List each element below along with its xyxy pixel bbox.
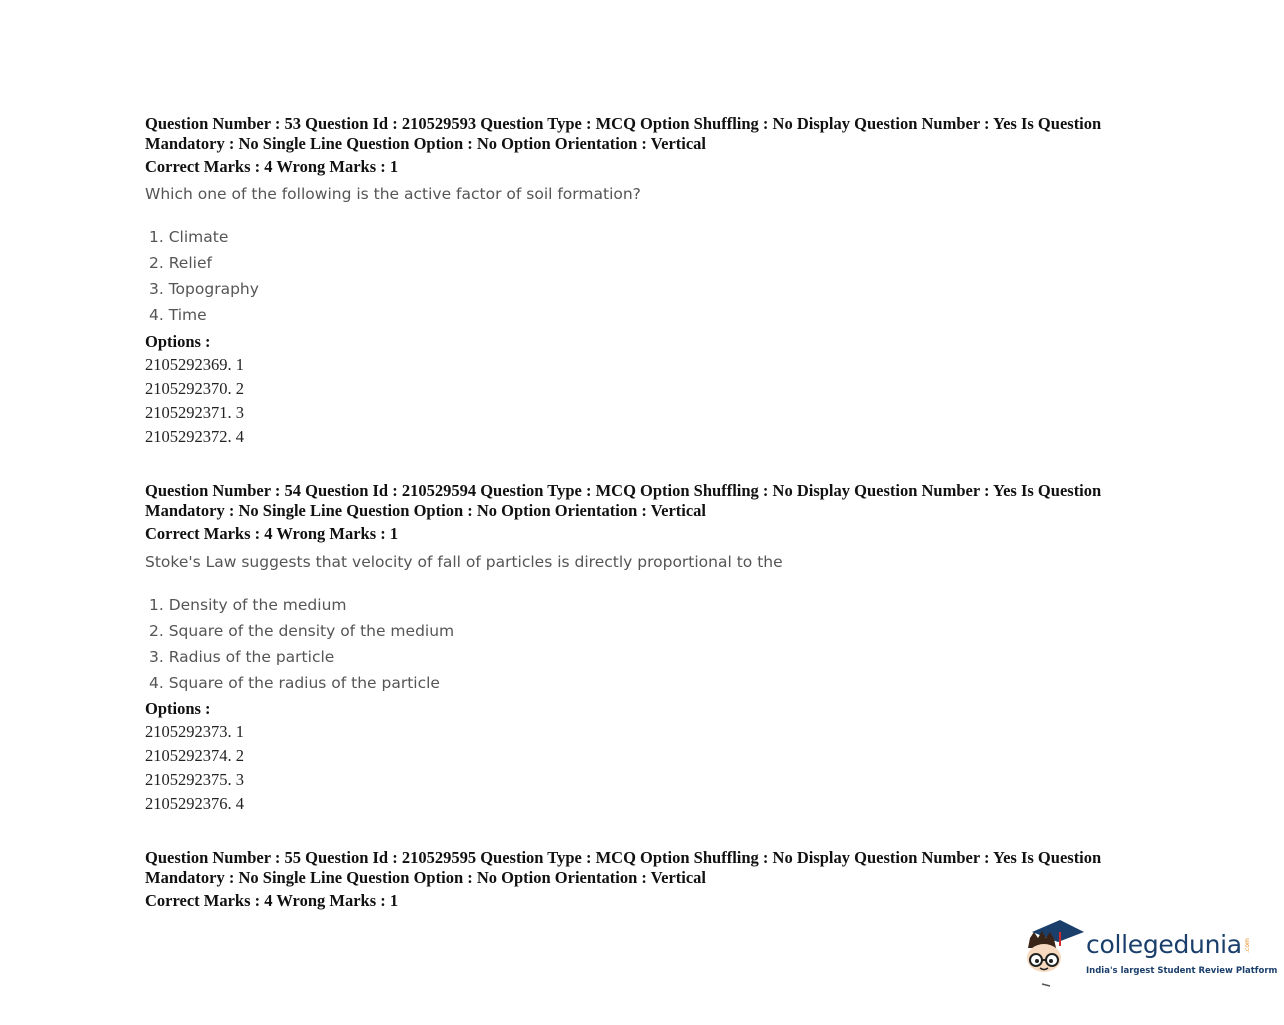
option-id-item: 2105292370. 2 [145,379,244,398]
question-53-header [145,114,1165,153]
option-id-item: 2105292375. 3 [145,770,244,789]
choice-item: 1. Climate [149,228,229,246]
choice-item: 2. Relief [149,254,212,272]
option-id-item: 2105292373. 1 [145,722,244,741]
logo-tagline: India's largest Student Review Platform [1086,966,1278,976]
choice-list [149,595,454,699]
mascot-icon [1022,918,1086,990]
question-header-line: Question Number : 54 Question Id : 210529594 Question Type : MCQ Option Shuffling : No Display Question Number : Yes Is Question [145,481,1102,500]
question-54-header [145,481,1165,520]
question-marks: Correct Marks : 4 Wrong Marks : 1 [145,524,399,543]
question-marks: Correct Marks : 4 Wrong Marks : 1 [145,891,399,910]
option-id-item: 2105292372. 4 [145,427,244,446]
question-header-line: Mandatory : No Single Line Question Option : No Option Orientation : Vertical [145,867,707,887]
question-text: Which one of the following is the active factor of soil formation? [145,185,641,203]
choice-item: 3. Topography [149,280,259,298]
question-header-line: Mandatory : No Single Line Question Option : No Option Orientation : Vertical [145,500,707,520]
choice-item: 4. Square of the radius of the particle [149,674,440,692]
question-header-line: Question Number : 53 Question Id : 210529593 Question Type : MCQ Option Shuffling : No Display Question Number : Yes Is Question [145,114,1102,133]
choice-item: 1. Density of the medium [149,596,347,614]
question-text: Stoke's Law suggests that velocity of fall of particles is directly proportional to the [145,553,783,571]
option-id-item: 2105292369. 1 [145,355,244,374]
choice-item: 4. Time [149,306,207,324]
option-id-list [145,355,244,451]
option-id-item: 2105292371. 3 [145,403,244,422]
logo-wordmark: collegedunia [1086,930,1242,959]
options-label: Options : [145,332,211,351]
question-marks: Correct Marks : 4 Wrong Marks : 1 [145,157,399,176]
logo-suffix: .com [1243,938,1251,953]
question-header-line: Mandatory : No Single Line Question Option : No Option Orientation : Vertical [145,133,707,153]
option-id-list [145,722,244,818]
option-id-item: 2105292376. 4 [145,794,244,813]
question-55-header [145,848,1165,887]
option-id-item: 2105292374. 2 [145,746,244,765]
choice-item: 3. Radius of the particle [149,648,335,666]
collegedunia-logo [1022,918,1278,990]
question-header-line: Question Number : 55 Question Id : 210529595 Question Type : MCQ Option Shuffling : No Display Question Number : Yes Is Question [145,848,1102,867]
choice-list [149,227,259,331]
options-label: Options : [145,699,211,718]
choice-item: 2. Square of the density of the medium [149,622,455,640]
